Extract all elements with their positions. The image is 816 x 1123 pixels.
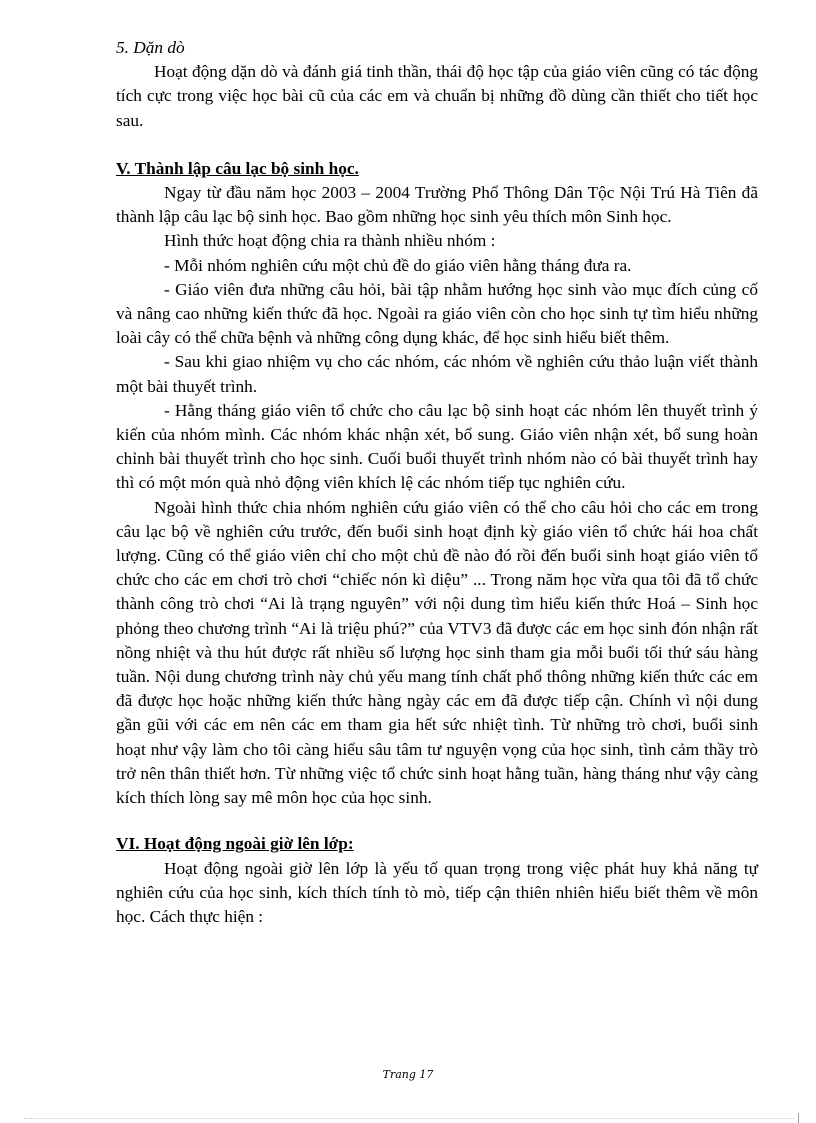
section-v-bullet-2: - Giáo viên đưa những câu hỏi, bài tập nhằm hướng học sinh vào mục đích củng cố và nâng cao những kiến thức đã học. Ngoài ra giáo viên còn cho học sinh tự tìm hiểu những loài cây có thể chữa bệnh và những công dụng khác, để học sinh hiểu biết thêm. [116, 279, 758, 348]
section-vi-heading: VI. Hoạt động ngoài giờ lên lớp: [116, 834, 354, 854]
section-v-bullet-3: - Sau khi giao nhiệm vụ cho các nhóm, các nhóm về nghiên cứu thảo luận viết thành một bài thuyết trình. [116, 352, 758, 396]
section-vi-paragraph: Hoạt động ngoài giờ lên lớp là yếu tố quan trọng trong việc phát huy khả năng tự nghiên cứu của học sinh, kích thích tính tò mò, tiếp cận thiên nhiên hiểu biết thêm về môn học. Cách thực hiện : [116, 858, 758, 926]
section-v-bullet-4: - Hằng tháng giáo viên tổ chức cho câu lạc bộ sinh hoạt các nhóm lên thuyết trình ý kiến của nhóm mình. Các nhóm khác nhận xét, bổ sung. Giáo viên nhận xét, bổ sung hoàn chỉnh bài thuyết trình cho học sinh. Cuối buổi thuyết trình nhóm nào có bài thuyết trình hay thì có một món quà nhỏ động viên khích lệ các nhóm tiếp tục nghiên cứu. [116, 400, 758, 493]
document-page [116, 36, 758, 929]
page-border-dotted [24, 1118, 794, 1119]
section-v-paragraph-3: Ngoài hình thức chia nhóm nghiên cứu giáo viên có thể cho câu hỏi cho các em trong câu lạc bộ về nghiên cứu trước, đến buổi sinh hoạt định kỳ giáo viên tổ chức hái hoa chất lượng. Cũng có thể giáo viên chỉ cho một chủ đề nào đó rồi đến buổi sinh hoạt giáo viên tổ chức cho các em chơi trò chơi “chiếc nón kì diệu” ... Trong năm học vừa qua tôi đã tổ chức thành công trò chơi “Ai là trạng nguyên” với nội dung tìm hiểu kiến thức Hoá – Sinh học phỏng theo chương trình “Ai là triệu phú?” của VTV3 đã được các em học sinh đón nhận rất nồng nhiệt và thu hút được rất nhiều số lượng học sinh tham gia mỗi buổi tối thứ sáu hàng tuần. Nội dung chương trình này chủ yếu mang tính chất phổ thông những kiến thức các em đã được học hoặc những kiến thức hàng ngày các em đã được tiếp cận. Chính vì nội dung gần gũi với các em nên các em tham gia hết sức nhiệt tình. Từ những trò chơi, buổi sinh hoạt như vậy làm cho tôi càng hiểu sâu tâm tư nguyện vọng của học sinh, tình cảm thầy trò trở nên thân thiết hơn. Từ những việc tổ chức sinh hoạt hằng tuần, hàng tháng như vậy càng kích thích lòng say mê môn học của học sinh. [116, 497, 758, 808]
section-5-heading: 5. Dặn dò [116, 38, 185, 57]
section-v-paragraph-1: Ngay từ đầu năm học 2003 – 2004 Trường Phổ Thông Dân Tộc Nội Trú Hà Tiên đã thành lập câu lạc bộ sinh học. Bao gồm những học sinh yêu thích môn Sinh học. [116, 183, 758, 227]
page-corner-mark [798, 1113, 803, 1123]
section-v-paragraph-2: Hình thức hoạt động chia ra thành nhiều nhóm : [164, 231, 496, 251]
section-5-paragraph: Hoạt động dặn dò và đánh giá tinh thần, thái độ học tập của giáo viên cũng có tác động tích cực trong việc học bài cũ của các em và chuẩn bị những đồ dùng cần thiết cho tiết học sau. [116, 62, 758, 130]
page-number: Trang 17 [382, 1068, 434, 1081]
section-v-bullet-1: - Mỗi nhóm nghiên cứu một chủ đề do giáo viên hằng tháng đưa ra. [164, 255, 632, 275]
section-v-heading: V. Thành lập câu lạc bộ sinh học. [116, 158, 359, 178]
spacer [116, 133, 758, 157]
spacer [116, 810, 758, 832]
